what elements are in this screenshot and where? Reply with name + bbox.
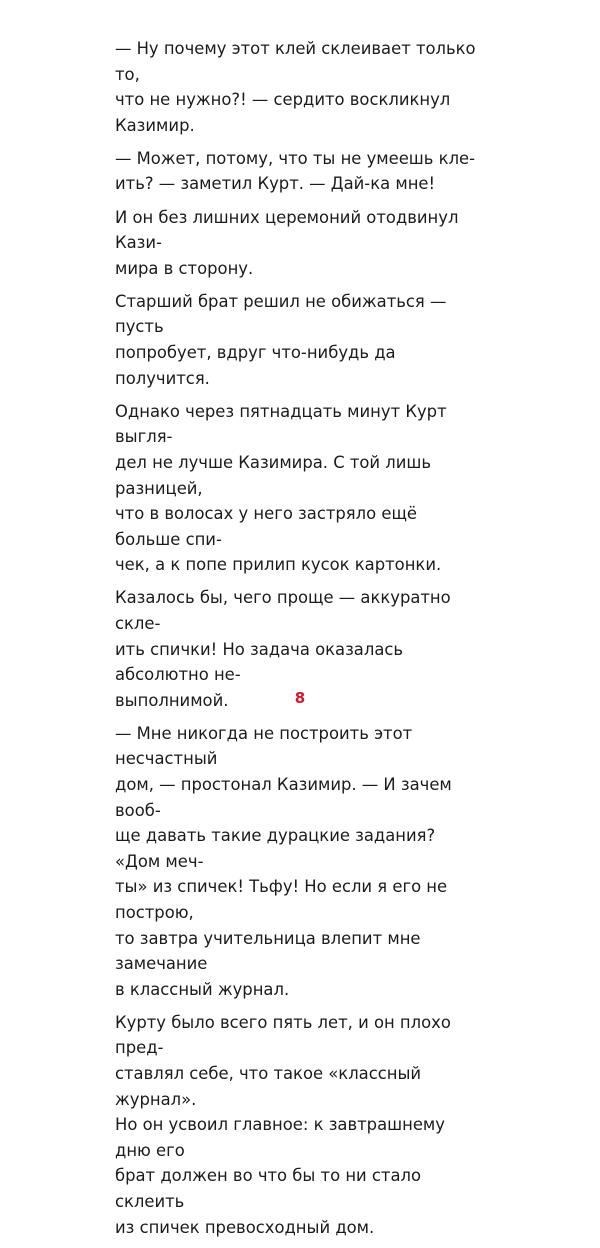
paragraph-7: — Мне никогда не построить этот несчастный дом, — простонал Казимир. — И зачем вооб- ще давать такие дурацкие задания? «Дом меч- ты» из спичек! Тьфу! Но если я его не построю, то завтра учительница влепит мне замечание в классный журнал. <box>115 723 452 999</box>
paragraph-3: И он без лишних церемоний отодвинул Кази- мира в сторону. <box>115 207 459 278</box>
paragraph-2: — Может, потому, что ты не умеешь кле- ить? — заметил Курт. — Дай-ка мне! <box>115 148 476 194</box>
paragraph-1: — Ну почему этот клей склеивает только то, что не нужно?! — сердито воскликнул Казимир. <box>115 39 476 135</box>
paragraph-8: Курту было всего пять лет, и он плохо пред- ставлял себе, что такое «классный журнал». Но он усвоил главное: к завтрашнему дню его брат должен во что бы то ни стало склеить из спичек превосходный дом. <box>115 1012 451 1237</box>
paragraph-4: Старший брат решил не обижаться — пусть попробует, вдруг что-нибудь да получится. <box>115 291 447 388</box>
paragraph-5: Однако через пятнадцать минут Курт выгля- дел не лучше Казимира. С той лишь разницей, что в волосах у него застряло ещё больше спи- чек, а к попе прилип кусок картонки. <box>115 401 447 575</box>
story-text <box>115 36 485 1248</box>
page-number: 8 <box>294 689 306 707</box>
paragraph-6: Казалось бы, чего проще — аккуратно скле- ить спички! Но задача оказалась абсолютно не- выполнимой. <box>115 588 451 710</box>
